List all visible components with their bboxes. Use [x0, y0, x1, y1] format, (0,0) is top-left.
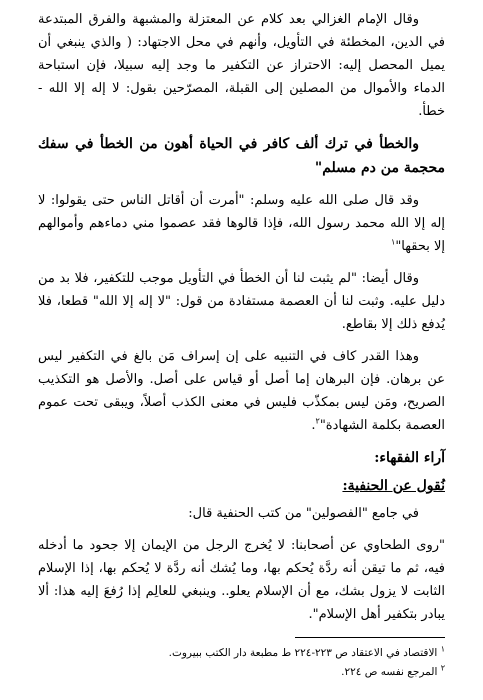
footnote-ref-1[interactable]: ١ — [391, 237, 396, 247]
footnote-1-number: ١ — [440, 644, 445, 654]
footnote-2-number: ٢ — [440, 663, 445, 673]
footnote-1 — [38, 644, 445, 663]
footnote-ref-2[interactable]: ٢ — [315, 416, 320, 426]
paragraph-also-said: وقال أيضا: "لم يثبت لنا أن الخطأ في التأويل موجب للتكفير، فلا بد من دليل عليه. وثبت لنا أن العصمة مستفادة من قول: "لا إله إلا الله" قطعا، فلا يُدفع ذلك إلا بقاطع. — [38, 271, 445, 332]
footnote-1-text: الاقتصاد في الاعتقاد ص ٢٢٣-٢٢٤ ط مطبعة دار الكتب ببيروت. — [168, 647, 438, 659]
footnote-2-text: المرجع نفسه ص ٢٢٤. — [341, 666, 438, 678]
heading-hanafiyya: نُقول عن الحنفية: — [342, 478, 445, 494]
footnote-2 — [38, 663, 445, 682]
paragraph-tahawi: "روى الطحاوي عن أصحابنا: لا يُخرج الرجل من الإيمان إلا جحود ما أدخله فيه، ثم ما تيقن أنه ردَّة يُحكم بها، وما يُشك أنه ردَّة لا يُحكم بها، إذا الإسلام الثابت لا يزول بشك، مع أن الإسلام يعلو.. وينبغي للعالِم إذا رُفعَ إليه هذا: ألا يبادر بتكفير أهل الإسلام". — [38, 538, 445, 622]
paragraph-fusulayn: في جامع "الفصولين" من كتب الحنفية قال: — [188, 506, 419, 521]
paragraph-proof — [38, 345, 445, 437]
paragraph-ghazali: وقال الإمام الغزالي بعد كلام عن المعتزلة والمشبهة والفرق المبتدعة في الدين، المخطئة في التأويل، وأنهم في محل الاجتهاد: ( والذي ينبغي أن يميل المحصل إليه: الاحتراز عن التكفير ما وجد إليه سبيلا، فإن استباحة الدماء والأموال من المصلين إلى القبلة، المصرّحين بقول: لا إله إلا الله - خطأ. — [38, 12, 445, 119]
paragraph-hadith — [38, 189, 445, 258]
paragraph-bold-quote: والخطأ في ترك ألف كافر في الحياة أهون من الخطأ في سفك محجمة من دم مسلم" — [38, 136, 445, 176]
paragraph-hadith-text: وقد قال صلى الله عليه وسلم: "أمرت أن أقاتل الناس حتى يقولوا: لا إله إلا الله محمد رسول الله، فإذا قالوها فقد عصموا مني دماءهم وأموالهم إلا بحقها" — [38, 193, 445, 254]
paragraph-proof-text: وهذا القدر كاف في التنبيه على إن إسراف مَن بالغ في التكفير ليس عن برهان. فإن البرهان إما أصل أو قياس على أصل. والأصل هو التكذيب الصريح، ومَن ليس بمكذّب فليس في معنى الكذب أصلاً، ويبقى تحت عموم العصمة بكلمة الشهادة" — [38, 349, 445, 433]
paragraph-proof-end: . — [311, 418, 316, 433]
heading-fuqaha: آراء الفقهاء: — [374, 450, 445, 466]
footnotes-section — [38, 637, 445, 682]
footnote-divider — [295, 637, 445, 638]
